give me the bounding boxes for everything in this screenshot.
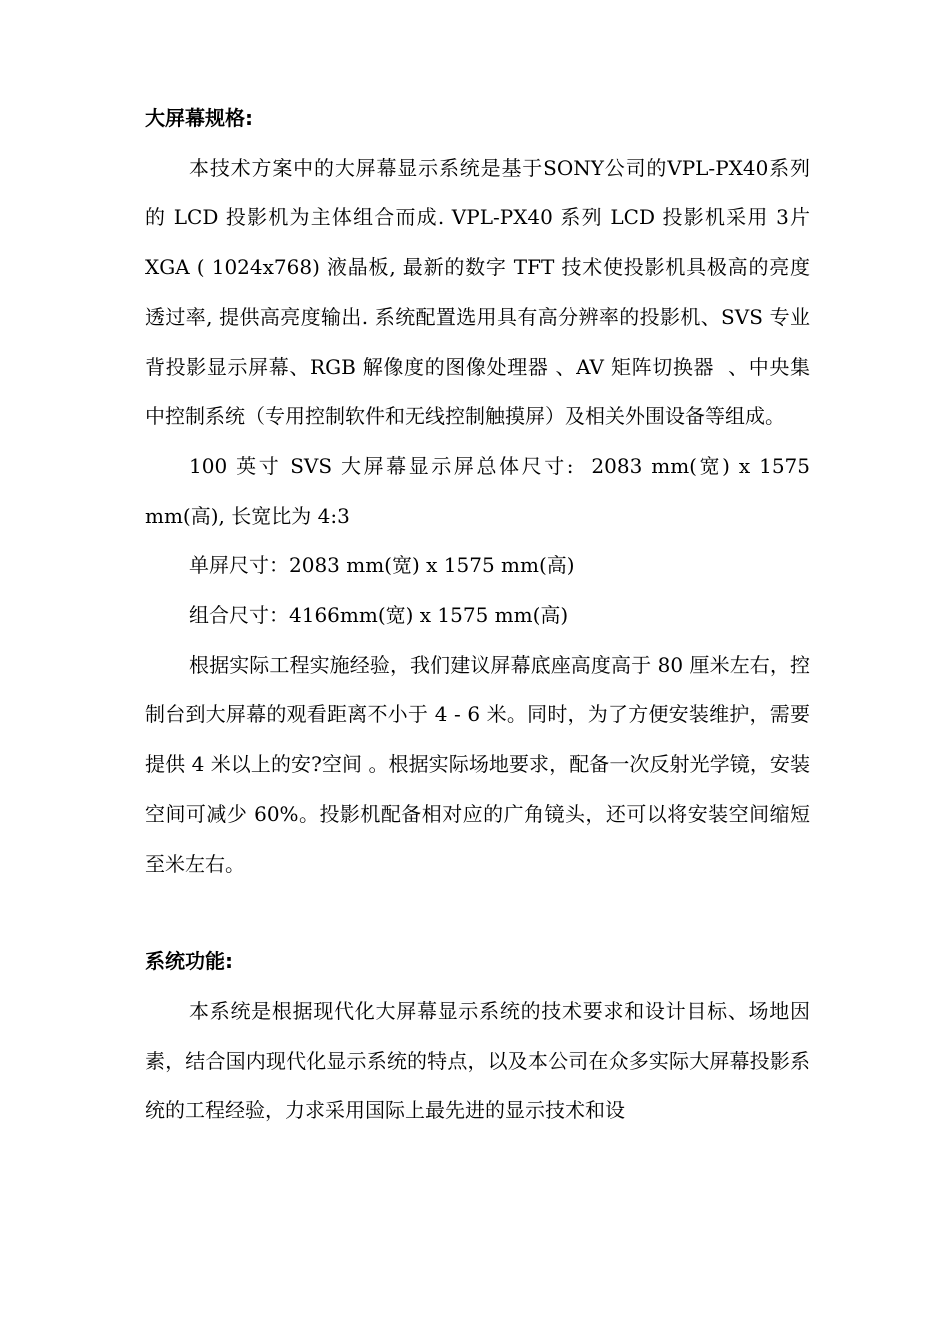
document-page — [145, 94, 817, 1136]
section-heading-specs: 大屏幕规格: — [145, 106, 253, 130]
section-spacer — [145, 889, 810, 937]
paragraph-intro: 本技术方案中的大屏幕显示系统是基于SONY公司的VPL-PX40系列的 LCD 投影机为主体组合而成. VPL-PX40 系列 LCD 投影机采用 3片 XGA ( 1024x768) 液晶板, 最新的数字 TFT 技术使投影机具极高的亮度透过率, 提供高亮度输出. 系统配置选用具有高分辨率的投影机、SVS 专业背投影显示屏幕、RGB 解像度的图像处理器 、AV 矩阵切换器 、中央集中控制系统（专用控制软件和无线控制触摸屏）及相关外围设备等组成。 — [145, 155, 817, 429]
paragraph-overall-size: 100 英寸 SVS 大屏幕显示屏总体尺寸: 2083 mm(宽) x 1575 mm(高), 长宽比为 4:3 — [145, 453, 817, 528]
paragraph-installation: 根据实际工程实施经验，我们建议屏幕底座高度高于 80 厘米左右，控制台到大屏幕的观看距离不小于 4 - 6 米。同时，为了方便安装维护，需要提供 4 米以上的安?空间 。根据实际场地要求，配备一次反射光学镜，安装空间可减少 60%。投影机配备相对应的广角镜头，还可以将安装空间缩短至米左右。 — [145, 652, 810, 876]
paragraph-functions: 本系统是根据现代化大屏幕显示系统的技术要求和设计目标、场地因素，结合国内现代化显示系统的特点，以及本公司在众多实际大屏幕投影系统的工程经验，力求采用国际上最先进的显示技术和设 — [145, 998, 810, 1123]
paragraph-single-screen-size: 单屏尺寸：2083 mm(宽) x 1575 mm(高) — [189, 553, 575, 578]
section-heading-functions: 系统功能: — [145, 949, 233, 974]
paragraph-combined-size: 组合尺寸：4166mm(宽) x 1575 mm(高) — [189, 603, 569, 628]
